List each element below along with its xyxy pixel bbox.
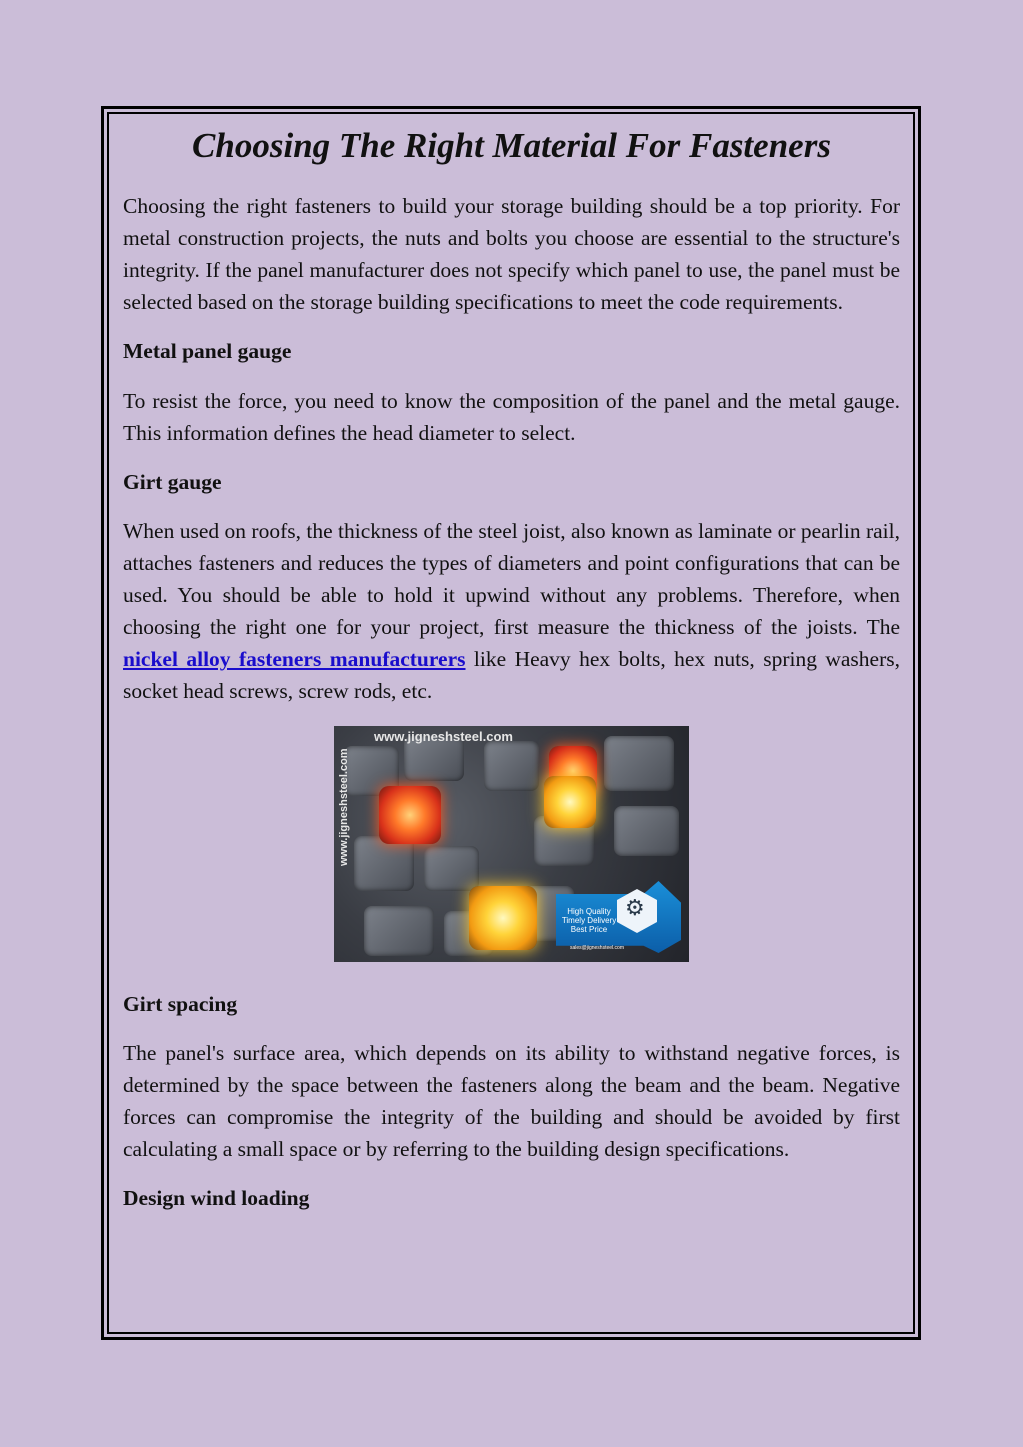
bolt-logo-icon: ⚙ [625, 896, 645, 921]
glowing-hot-nut [544, 776, 596, 828]
paragraph-girt-gauge [123, 515, 900, 707]
badge-line-1: High Quality [567, 907, 611, 916]
nut-shape [354, 836, 414, 891]
badge-email: sales@jigneshsteel.com [570, 945, 624, 951]
fasteners-photo [334, 726, 689, 962]
document-content [123, 122, 900, 1214]
nut-shape [364, 906, 434, 956]
badge-line-3: Best Price [570, 925, 608, 934]
nut-shape [614, 806, 679, 856]
document-title: Choosing The Right Material For Fasteners [192, 126, 831, 165]
nut-shape [484, 741, 539, 791]
photo-watermark-side: www.jigneshsteel.com [338, 748, 350, 866]
girt-gauge-text-before-link: When used on roofs, the thickness of the steel joist, also known as laminate or pearlin rail, attaches fasteners and reduces the types of diameters and point configurations that can be used. You should be able to hold it upwind without any problems. Therefore, when choosing the right one for your project, first measure the thickness of the joists. The [123, 519, 900, 639]
heading-metal-panel-gauge: Metal panel gauge [123, 339, 292, 363]
badge-line-2: Timely Delivery [561, 916, 617, 925]
nickel-alloy-fasteners-link[interactable]: nickel alloy fasteners manufacturers [123, 647, 466, 671]
nut-shape [604, 736, 674, 791]
badge-text [561, 907, 617, 934]
heading-girt-spacing: Girt spacing [123, 992, 238, 1016]
heading-design-wind-loading: Design wind loading [123, 1186, 310, 1210]
glowing-hot-nut [469, 886, 537, 950]
glowing-hot-nut [379, 786, 441, 844]
intro-paragraph: Choosing the right fasteners to build your storage building should be a top priority. For metal construction projects, the nuts and bolts you choose are essential to the structure's integrity. If the panel manufacturer does not specify which panel to use, the panel must be selected based on the storage building specifications to meet the code requirements. [123, 194, 900, 314]
heading-girt-gauge: Girt gauge [123, 470, 222, 494]
paragraph-metal-panel-gauge: To resist the force, you need to know the composition of the panel and the metal gauge. This information defines the head diameter to select. [123, 389, 900, 445]
girt-gauge-text-after-link: like Heavy hex bolts, hex nuts, spring washers, socket head screws, screw rods, etc. [123, 647, 900, 703]
nut-shape [424, 846, 479, 891]
photo-watermark-top: www.jigneshsteel.com [374, 729, 513, 744]
paragraph-girt-spacing: The panel's surface area, which depends on its ability to withstand negative forces, is determined by the space between the fasteners along the beam and the beam. Negative forces can compromise the integrity of the building and should be avoided by first calculating a small space or by referring to the building design specifications. [123, 1041, 900, 1161]
